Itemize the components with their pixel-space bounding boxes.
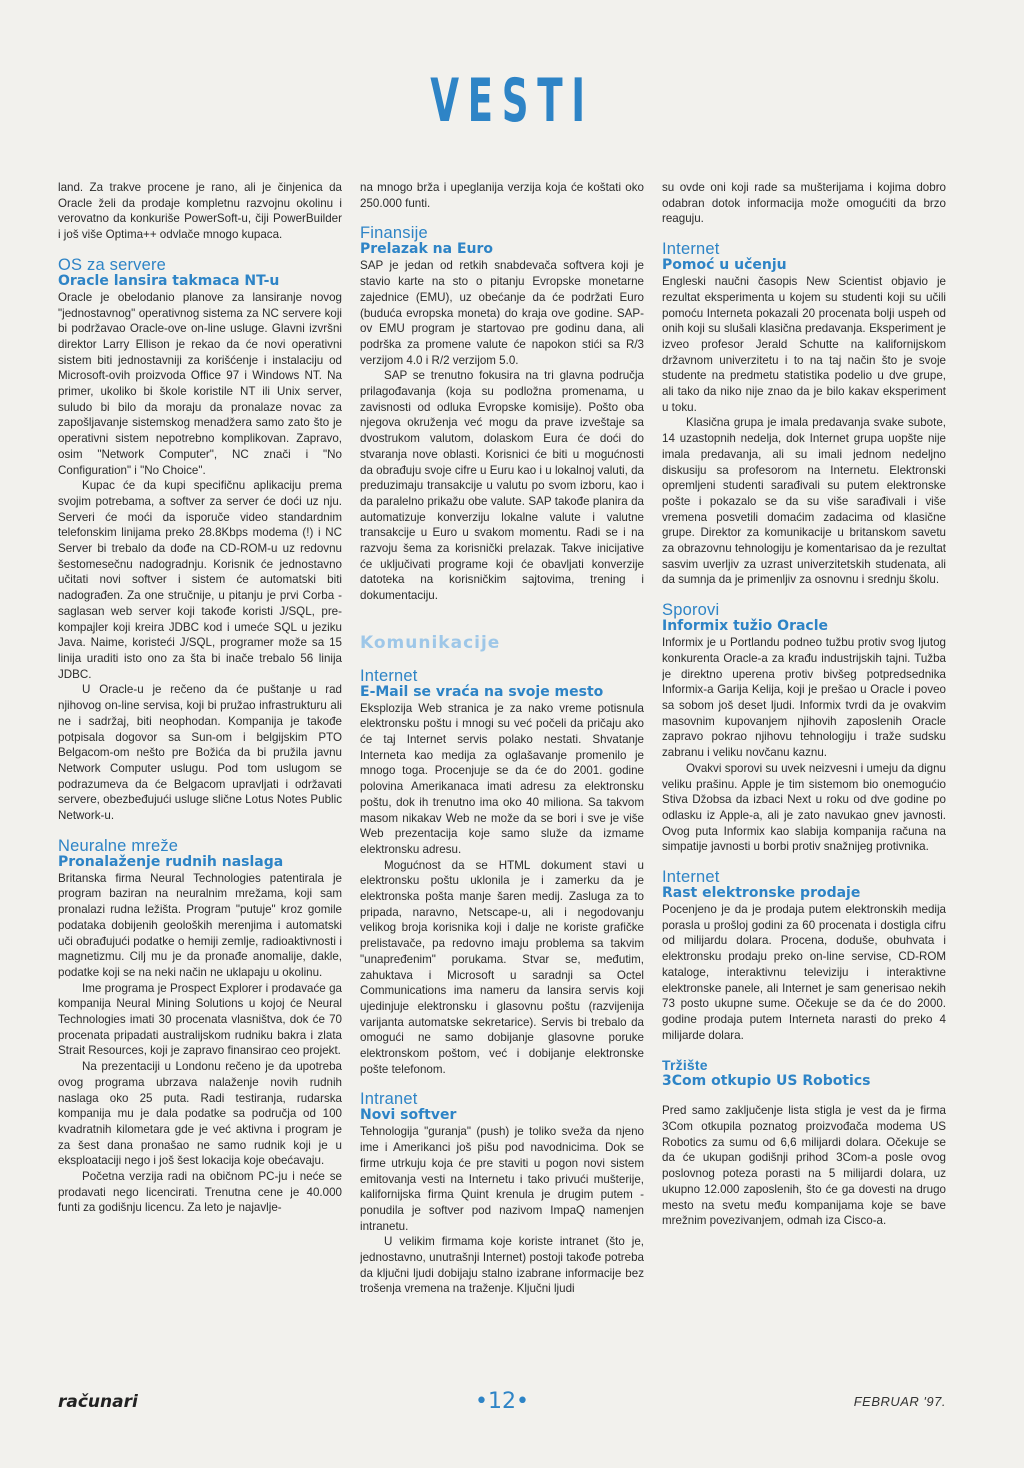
article-finansije [360,225,644,603]
magazine-logo: računari [58,1392,138,1412]
article-paragraph: Mogućnost da se HTML dokument stavi u elektronsku poštu uklonila je i zamerku da je elektronska pošta manje šaren medij. Zasluga za to pripada, naravno, Netscape-u, ali i negodovanju velikog broja korisnika koji i dalje ne koriste grafičke prelistavače, pa redovno imaju problema sa takvim "unapređenim" porukama. Stvar se, međutim, zahuktava i Microsoft u saradnji sa Octel Communications ima nameru da lansira servis koji ujedinjuje elektronsku i glasovnu poštu (razvijenija varijanta automatske sekretarice). Servis bi trebalo da omogući ne samo dobijanje glasovne poruke elektronskom poštom, već i dobijanje elektronske pošte telefonom. [360,858,644,1076]
article-kicker: Neuralne mreže [58,836,179,855]
article-paragraph: U velikim firmama koje koriste intranet (što je, jednostavno, unutrašnji Internet) postoji takođe potreba da ključni ljudi dobijaju stalno izabrane informacije bez trošenja vremena na traženje. Ključni ljudi [360,1235,644,1296]
article-headline: Pronalaženje rudnih naslaga [58,853,284,870]
section-masthead: VESTI [430,66,594,136]
column-3 [662,180,946,1360]
article-headline: Rast elektronske prodaje [662,885,861,902]
article-headline: 3Com otkupio US Robotics [662,1073,871,1090]
article-kicker: Intranet [360,1090,418,1109]
article-email [360,668,644,1078]
article-paragraph: Kupac će da kupi specifičnu aplikaciju prema svojim potrebama, a softver za server će doći uz nju. Serveri će moći da isporuče video standardnim telefonskim linijama preko 28.8Kbps modema (!) i NC Server bi trebalo da dođe na CD-ROM-u uz redovnu šestomesečnu nadogradnju. Korisnik će jednostavno učitati novi softver i sistem će automatski biti nadograđen. Za one stručnije, u pitanju je prvi Corba - saglasan web server koji takođe koristi J/SQL, pre-kompajler koji kreira JDBC kod i umeće SQL u jeziku Java. Naime, koristeći J/SQL, programer može sa 15 linija uraditi isto ono za šta bi inače trebalo 56 linija JDBC. [58,479,342,681]
article-paragraph: Pred samo zaključenje lista stigla je vest da je firma 3Com otkupila poznatog proizvođača modema US Robotics za sumu od 6,6 milijardi dolara. Očekuje se da će ukupan godišnji prihod 3Com-a posle ovog poslovnog poteza porasti na 5 milijardi dolara, uz ukupno 12.000 zaposlenih, što će ga dovesti na drugo mesto na svetu među kompanijama koje se bave mrežnim povezivanjem, odmah iza Cisco-a. [662,1104,946,1228]
article-paragraph: Tehnologija "guranja" (push) je toliko sveža da njeno ime i Amerikanci još pišu pod navodnicima. Dok se firme utrkuju koja će pre staviti u pogon novi sistem emitovanja vesti na Internetu i tako privući mušterije, kalifornijska firma Quint krenula je drugim putem - ponudila je softver pod nazivom ImpaQ namenjen intranetu. [360,1125,644,1233]
article-headline: Informix tužio Oracle [662,618,829,635]
article-kicker: Finansije [360,224,428,243]
article-paragraph: Ovakvi sporovi su uvek neizvesni i umeju da dignu veliku prašinu. Apple je tim sistemom bio onemogućio Stiva Džobsa da izbaci Next u roku od dve godine po odlasku iz Apple-a, ali je zato navukao gnev javnosti. Ovog puta Informix kao slabija kompanija računa na simpatije javnosti u borbi protiv snažnijeg protivnika. [662,761,946,854]
article-kicker: Internet [662,868,720,887]
article-continuation: na mnogo brža i upeglanija verzija koja će koštati oko 250.000 funti. [360,181,644,210]
category-heading: Komunikacije [360,632,501,653]
article-paragraph: Ime programa je Prospect Explorer i prodavaće ga kompanija Neural Mining Solutions u kojoj će Neural Technologies imati 30 procenata vlasništva, dok će 70 procenata pripadati australijskom rudniku bakra i zlata Strait Resources, koji je zapravo finansirao ceo projekt. [58,981,342,1058]
article-kicker: OS za servere [58,255,167,274]
article-paragraph: SAP je jedan od retkih snabdevača softvera koji je stavio karte na sto o pitanju Evropske monetarne zajednice (EMU), uz obećanje da će podržati Euro (buduća evropska moneta) do kraja ove godine. SAP-ov EMU program je startovao pre godinu dana, ali podrška za promene valute će napokon stići sa R/3 verzijom 4.0 i R/2 verzijom 5.0. [360,259,644,367]
article-neuralne-mreze [58,838,342,1216]
page-footer [58,1389,946,1416]
article-continuation: land. Za trakve procene je rano, ali je činjenica da Oracle želi da prodaje kompletnu razvojnu okolinu i verovatno da konkuriše PowerSoft-u, čiji PowerBuilder i još više Optima++ odvlače mnogo kupaca. [58,181,342,242]
article-3com [662,1057,946,1229]
article-headline: E-Mail se vraća na svoje mesto [360,683,604,700]
article-paragraph: Početna verzija radi na običnom PC-ju i neće se prodavati nego licencirati. Trenutna cene je 40.000 funti za godišnju licencu. Za leto je najavlje- [58,1170,342,1215]
article-pomoc-u-ucenju [662,241,946,588]
article-elektronska-prodaja [662,869,946,1043]
article-paragraph: U Oracle-u je rečeno da će puštanje u rad njihovog on-line servisa, koji bi pružao infrastrukturu ali ne i sadržaj, biti neophodan. Kompanija je takođe potpisala dogovor sa Sun-om i belgijskim PTO Belgacom-om nešto pre Božića da bi pružila javnu Network Computer uslugu. Pod tom uslugom se podrazumeva da će Belgacom upravljati i održavati servere, obezbeđujući usluge slične Lotus Notes Public Network-u. [58,683,342,823]
column-2 [360,180,644,1360]
article-paragraph: SAP se trenutno fokusira na tri glavna područja prilagođavanja (koja su podložna promenama, u zavisnosti od odluka Evropske komisije). Pošto oba njegova okruženja već mogu da prave izveštaje sa dvostrukom valutom, dolaskom Eura će doći do stvaranja nove oblasti. Korisnici će biti u mogućnosti da obrađuju svoje cifre u Euru kao i u lokalnoj valuti, da preduzimaju transakcije u valutu po svom izboru, kao i da paralelno prikažu obe valute. SAP takođe planira da automatizuje konverziju lokalne valute i valutne transakcije u Euro u svakom momentu. Radi se i na razvoju šema za korisnički prelazak. Takve inicijative će uključivati programe koji će obavljati konverzije datoteka na korisničkim sajtovima, trening i dokumentaciju. [360,369,644,603]
article-kicker: Tržište [662,1057,708,1074]
article-kicker: Internet [662,240,720,259]
article-kicker: Sporovi [662,601,720,620]
article-paragraph: Informix je u Portlandu podneo tužbu protiv svog ljutog konkurenta Oracle-a za krađu industrijskih tajni. Tužba je direktno uperena protiv bivšeg potpredsednika Informix-a Garija Kelija, koji je prešao u Oracle i poveo sa sobom još deset ljudi. Informix tvrdi da je ovakvim masovnim kupovanjem njihovih zaposlenih Oracle zapravo pokrao njihovu tehnologiju i traže sudsku zabranu i veliku novčanu kaznu. [662,636,946,760]
article-paragraph: Oracle je obelodanio planove za lansiranje novog "jednostavnog" operativnog sistema za NC servere koji bi podržavao Oracle-ove on-line usluge. Glavni izvršni direktor Larry Ellison je rekao da će novi operativni sistem biti jednostavniji za korišćenje i instalaciju od Microsoft-ovih proizvoda Office 97 i Windows NT. Na primer, ukoliko bi škole koristile NT ili Unix server, suludo bi bilo da moraju da pronalaze novac za zapošljavanje sistemskog menadžera samo zato što je operativni sistem nepotrebno komplikovan. Zapravo, osim "Network Computer", NC znači i "No Configuration" i "No Choice". [58,290,342,477]
article-columns [58,180,946,1360]
article-paragraph: Engleski naučni časopis New Scientist objavio je rezultat eksperimenta u kojem su studenti koji su učili pomoću Interneta pokazali 20 procenata bolji uspeh od onih koji su slušali klasična predavanja. Eksperiment je izveo profesor Jerald Schutte na kalifornijskom državnom univerzitetu i to na taj način što je svoje studente na predmetu statistika podelio u dve grupe, ali tako da niko nije znao da je bilo kakav eksperiment u toku. [662,275,946,414]
page-number: •12• [475,1389,529,1414]
article-paragraph: Klasična grupa je imala predavanja svake subote, 14 uzastopnih nedelja, dok Internet grupa uopšte nije imala predavanja, ali su imali jednom nedeljno diskusiju sa profesorom na Internetu. Elektronski opremljeni studenti sarađivali su putem elektronske pošte i pokazalo se da su više sarađivali i više vremena posvetili domaćim zadacima od klasične grupe. Direktor za komunikacije u britanskom savetu za obrazovnu tehnologiju je komentarisao da je rezultat sasvim uverljiv za uzrast univerzitetskih studenata, ali da sumnja da je primenljiv za osnovnu i srednju školu. [662,416,946,587]
article-headline: Pomoć u učenju [662,257,787,274]
article-headline: Oracle lansira takmaca NT-u [58,272,280,289]
article-paragraph: Eksplozija Web stranica je za nako vreme potisnula elektronsku poštu i mnogi su već počeli da pričaju ako će taj Internet servis polako nestati. Shvatanje Interneta kao medija za oglašavanje promenilo je mnogo toga. Procenjuje se da će do 2001. godine polovina Amerikanaca imati adresu za elektronsku poštu, dok ih trenutno ima oko 40 miliona. Sa takvom masom nikakav Web ne može da se bori i sve je više Web prezentacija koje samo služe da izmame elektronsku adresu. [360,701,644,856]
article-paragraph: Pocenjeno je da je prodaja putem elektronskih medija porasla u prošloj godini za 60 procenata i dostigla cifru od milijardu dolara. Procena, doduše, obuhvata i elektronsku prodaju preko on-line servise, CD-ROM kataloge, interaktivnu televiziju i interaktivne elektronske panele, ali Internet je sam generisao nekih 73 posto ukupne sume. Očekuje se da će do 2000. godine prodaja putem Interneta narasti do preko 4 milijarde dolara. [662,903,946,1042]
column-1 [58,180,342,1360]
article-os-za-servere [58,257,342,824]
article-continuation: su ovde oni koji rade sa mušterijama i kojima dobro odabran dotok informacija može omogućiti da brzo reaguju. [662,181,946,226]
issue-date: FEBRUAR '97. [853,1394,946,1409]
article-sporovi [662,602,946,855]
article-headline: Novi softver [360,1107,457,1124]
article-headline: Prelazak na Euro [360,241,494,258]
article-paragraph: Na prezentaciji u Londonu rečeno je da upotreba ovog programa ubrzava nalaženje novih rudnih naslaga oko 25 puta. Radi testiranja, rudarska kompanija mu je dala podatke sa područja od 100 kvadratnih kilometara gde je već aktivna i program je za šest dana pronašao ne samo rudnik koji je u eksploataciji nego i još šest lokacija koje obećavaju. [58,1060,342,1168]
article-paragraph: Britanska firma Neural Technologies patentirala je program baziran na neuralnim mrežama, koji sam pronalazi rudna ležišta. Program "putuje" kroz gomile podataka dobijenih geoloških merenjima i automatski uči obrađujući podatke o hemiji zemlje, radioaktivnosti i magnetizmu. Cilj mu je da pronađe anomalije, dakle, podatke koji se na neki način ne uklapaju u okolinu. [58,871,342,979]
article-intranet [360,1091,644,1297]
article-kicker: Internet [360,666,418,685]
